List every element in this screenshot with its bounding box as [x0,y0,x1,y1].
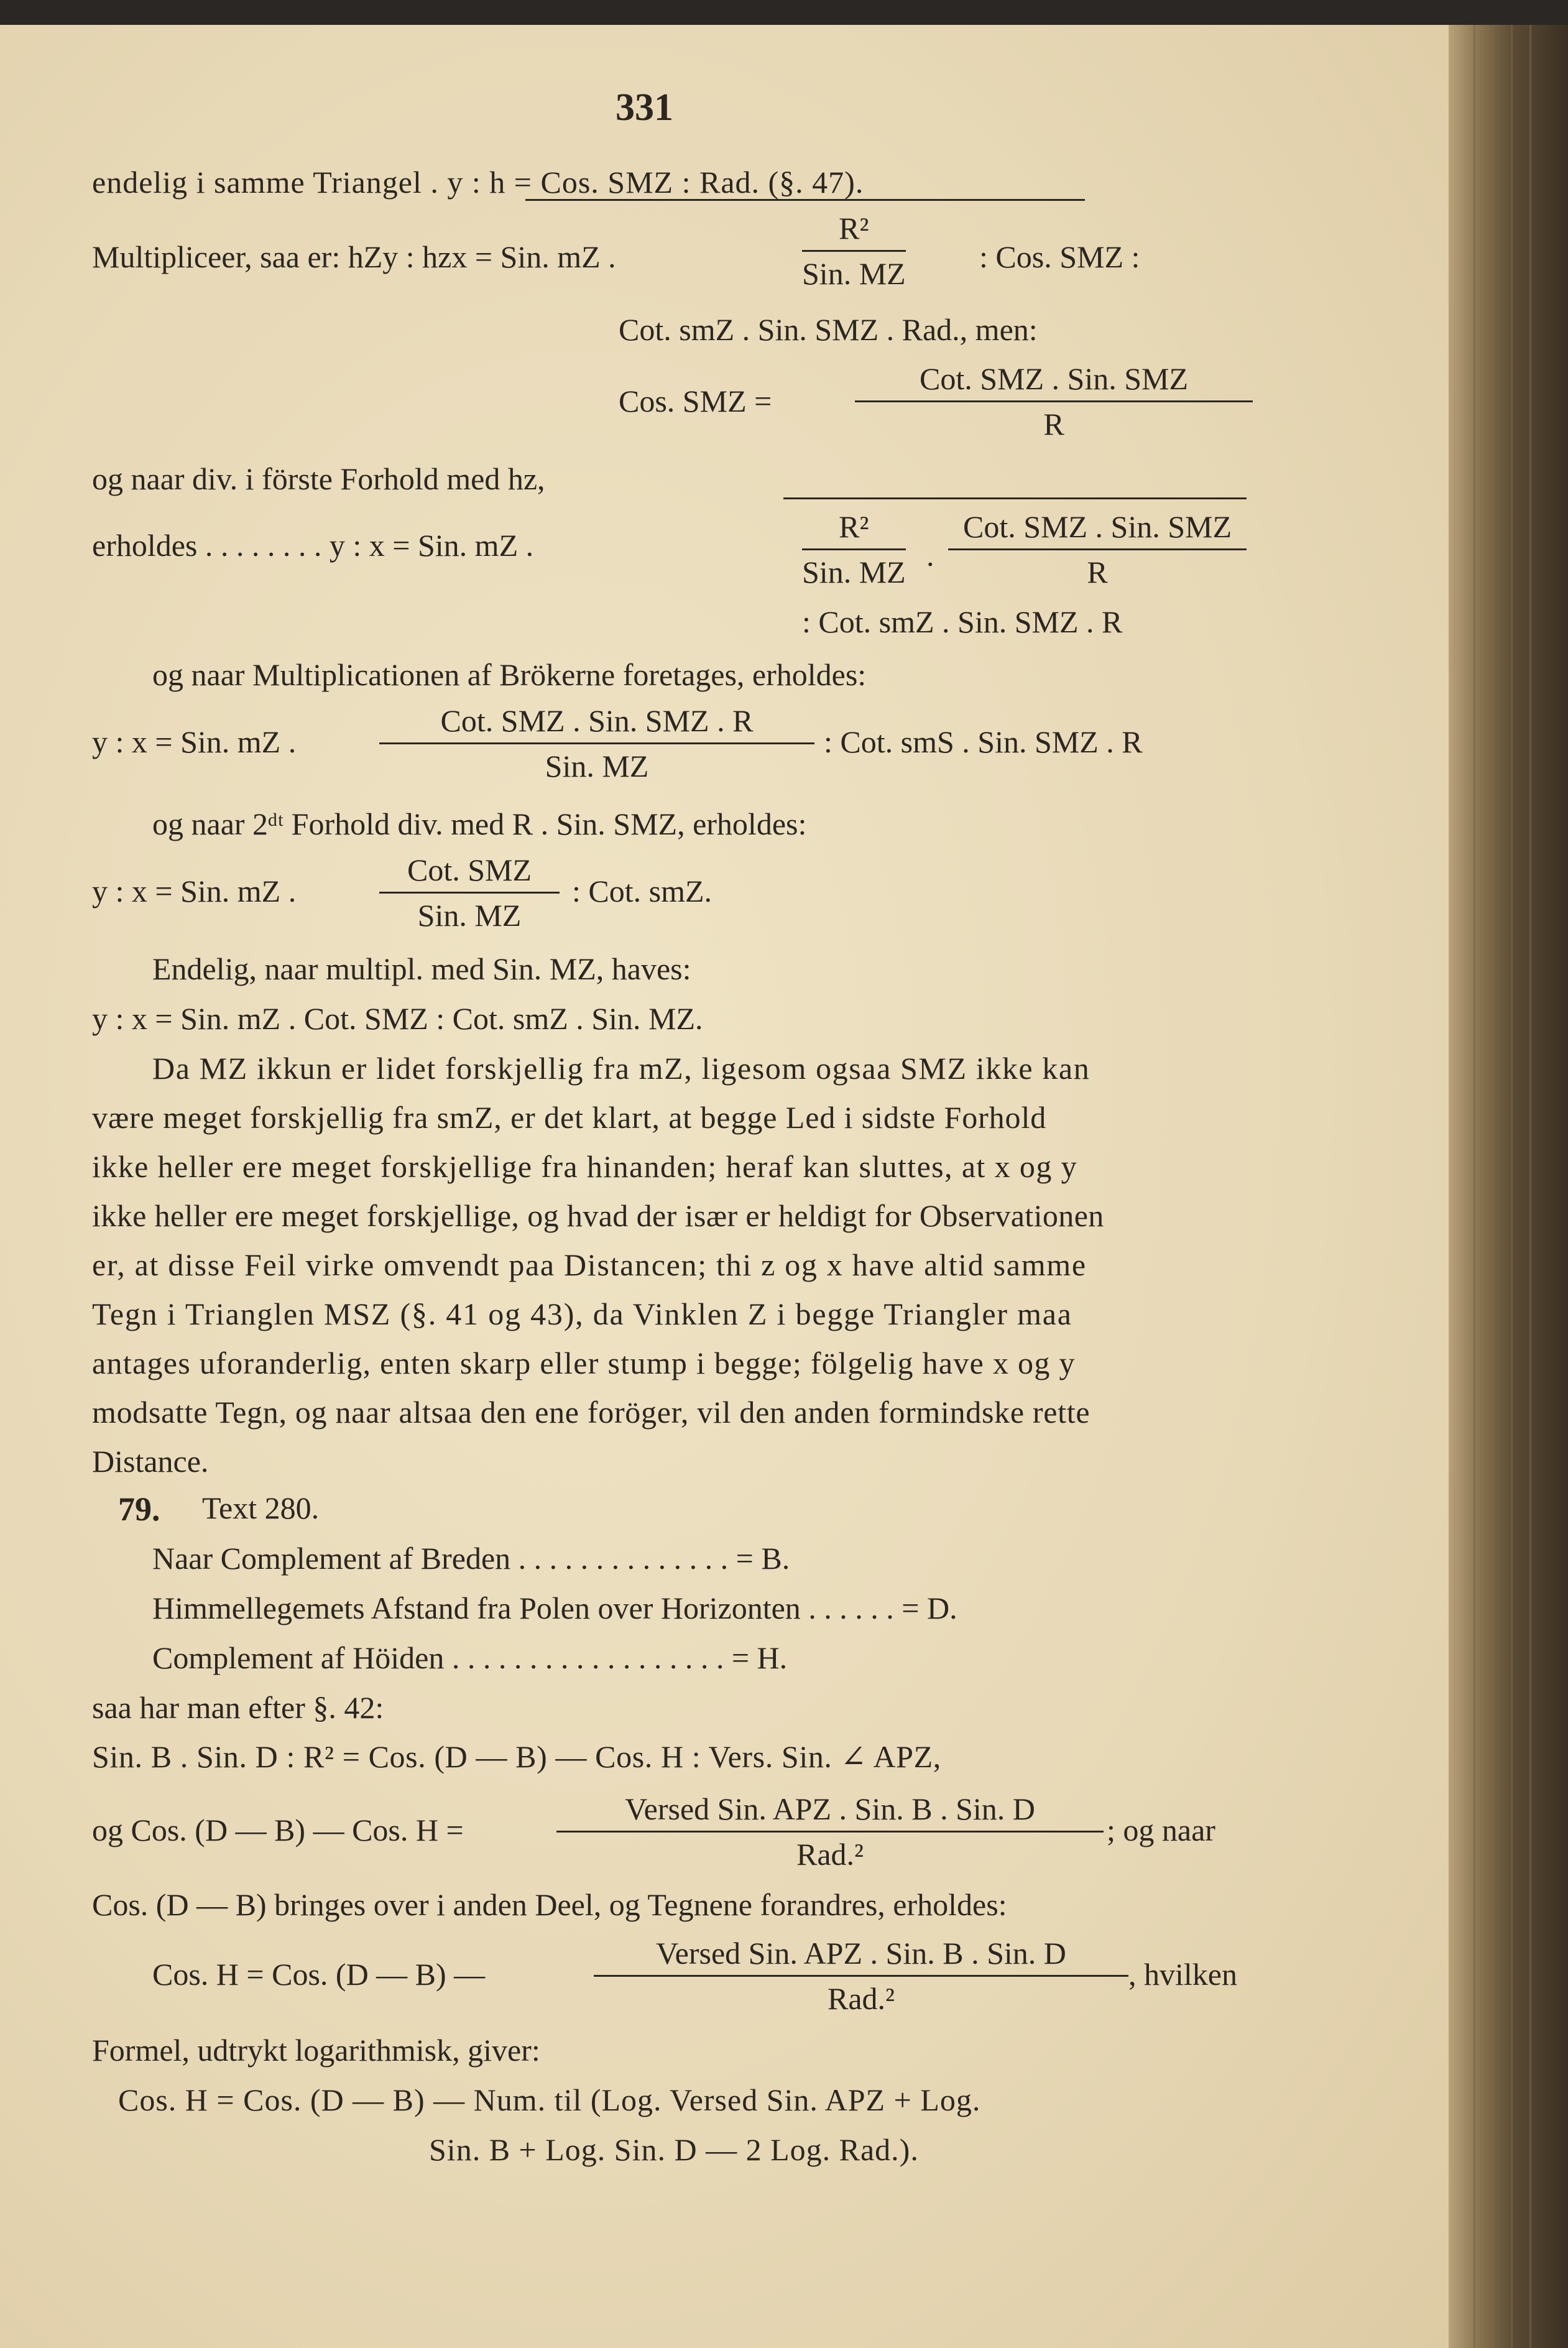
paragraph-line: Tegn i Trianglen MSZ (§. 41 og 43), da Vinklen Z i begge Triangler maa [92,1296,1072,1331]
fraction-denominator: Sin. MZ [417,898,522,933]
formula-line: Sin. B + Log. Sin. D — 2 Log. Rad.). [429,2132,919,2167]
formula-lhs: y : x = Sin. mZ . [92,724,297,759]
fraction [948,509,1247,590]
text-line: og naar Multiplicationen af Brökerne foretages, erholdes: [152,657,867,692]
fraction-denominator: Sin. MZ [545,749,649,783]
formula-lhs: y : x = Sin. mZ . [92,874,297,908]
text-line: Formel, udtrykt logarithmisk, giver: [92,2033,540,2068]
paragraph-line: er, at disse Feil virke omvendt paa Distancen; thi z og x have altid samme [92,1247,1087,1282]
text-line: : Cot. smZ . Sin. SMZ . R [802,604,1123,639]
rule [783,497,1247,499]
fraction-denominator: R [1087,555,1108,589]
fraction [802,210,906,292]
fraction-numerator: Cot. SMZ . Sin. SMZ [962,509,1232,544]
formula-lhs: Multipliceer, saa er: hZy : hzx = Sin. mZ . [92,239,616,274]
fraction-numerator: R² [839,211,869,246]
fraction [556,1791,1104,1872]
text-line: y : x = Sin. mZ . Cot. SMZ : Cot. smZ . Sin. MZ. [92,1001,703,1036]
text-line: og naar 2ᵈᵗ Forhold div. med R . Sin. SMZ, erholdes: [152,807,807,841]
formula-line: Cos. H = Cos. (D — B) — Num. til (Log. Versed Sin. APZ + Log. [118,2082,981,2117]
text-line: Cos. (D — B) bringes over i anden Deel, og Tegnene forandres, erholdes: [92,1887,1007,1922]
formula-lhs: og Cos. (D — B) — Cos. H = [92,1813,464,1847]
formula-lhs: erholdes . . . . . . . . y : x = Sin. mZ . [92,528,534,563]
book-gutter [1449,25,1568,2348]
formula-rhs: : Cot. smZ. [572,874,713,908]
text-line: saa har man efter §. 42: [92,1690,384,1725]
fraction-denominator: R [1043,407,1064,441]
text-line: og naar div. i förste Forhold med hz, [92,461,545,496]
fraction [379,852,560,933]
fraction-numerator: R² [839,509,869,544]
fraction-numerator: Cot. SMZ . Sin. SMZ . R [440,703,754,738]
fraction-denominator: Sin. MZ [802,555,906,589]
paragraph-line: antages uforanderlig, enten skarp eller stump i begge; fölgelig have x og y [92,1346,1076,1380]
fraction-numerator: Versed Sin. APZ . Sin. B . Sin. D [625,1791,1035,1826]
definition-line: Naar Complement af Breden . . . . . . . . . . . . . . = B. [152,1541,790,1576]
fraction-denominator: Rad.² [796,1837,864,1872]
formula-rhs: , hvilken [1128,1957,1237,1992]
paragraph-line: Distance. [92,1444,209,1479]
rule [525,199,1085,201]
formula-rhs: : Cot. smS . Sin. SMZ . R [824,724,1143,759]
paragraph-line: Da MZ ikkun er lidet forskjellig fra mZ, ligesom ogsaa SMZ ikke kan [152,1051,1091,1086]
section-number: 79. [118,1491,160,1528]
fraction [802,509,906,590]
paragraph-line: ikke heller ere meget forskjellige fra hinanden; heraf kan sluttes, at x og y [92,1149,1078,1184]
text-line: Endelig, naar multipl. med Sin. MZ, haves: [152,951,691,986]
paragraph-line: modsatte Tegn, og naar altsaa den ene foröger, vil den anden formindske rette [92,1395,1091,1430]
fraction-denominator: Rad.² [827,1981,895,2016]
page-number: 331 [616,86,673,129]
fraction [594,1935,1128,2017]
paragraph-line: ikke heller ere meget forskjellige, og hvad der især er heldigt for Observationen [92,1198,1104,1233]
fraction-numerator: Cot. SMZ . Sin. SMZ [919,361,1189,396]
fraction-numerator: Versed Sin. APZ . Sin. B . Sin. D [656,1936,1066,1971]
definition-line: Complement af Höiden . . . . . . . . . . . . . . . . . . = H. [152,1640,788,1675]
fraction-denominator: Sin. MZ [802,256,906,291]
formula-rhs: ; og naar [1107,1813,1215,1847]
operator: . [926,538,934,573]
formula-lhs: Cos. SMZ = [619,384,772,418]
paragraph-line: være meget forskjellig fra smZ, er det klart, at begge Led i sidste Forhold [92,1100,1047,1135]
fraction [855,361,1253,442]
formula-line: Sin. B . Sin. D : R² = Cos. (D — B) — Cos. H : Vers. Sin. ∠ APZ, [92,1739,941,1774]
text-line: endelig i samme Triangel . y : h = Cos. SMZ : Rad. (§. 47). [92,165,864,200]
definition-line: Himmellegemets Afstand fra Polen over Horizonten . . . . . . = D. [152,1591,957,1625]
fraction-numerator: Cot. SMZ [407,853,532,887]
section-text: Text 280. [202,1491,320,1525]
formula-lhs: Cos. H = Cos. (D — B) — [152,1957,486,1992]
fraction [379,703,814,784]
text-line: Cot. smZ . Sin. SMZ . Rad., men: [619,312,1038,347]
formula-rhs: : Cos. SMZ : [979,239,1140,274]
